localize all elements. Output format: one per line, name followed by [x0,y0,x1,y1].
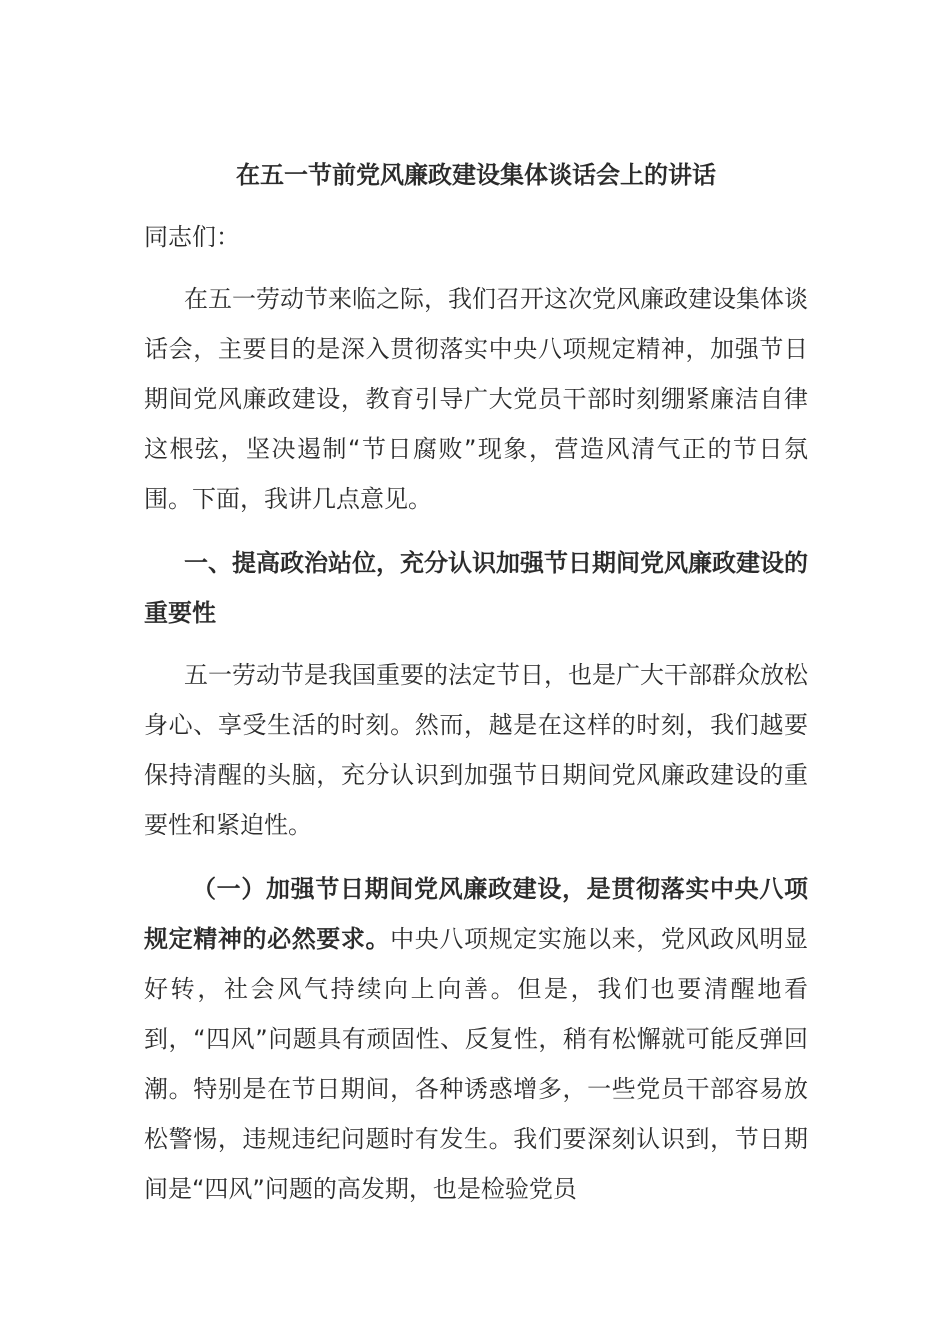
point-body: 中央八项规定实施以来，党风政风明显好转，社会风气持续向上向善。但是，我们也要清醒地看到，“四风”问题具有顽固性、反复性，稍有松懈就可能反弹回潮。特别是在节日期间，各种诱惑增多，一些党员干部容易放松警惕，违规违纪问题时有发生。我们要深刻认识到，节日期间是“四风”问题的高发期，也是检验党员 [144,925,809,1203]
point-paragraph-1 [144,864,808,1214]
section1-paragraph: 五一劳动节是我国重要的法定节日，也是广大干部群众放松身心、享受生活的时刻。然而，越是在这样的时刻，我们越要保持清醒的头脑，充分认识到加强节日期间党风廉政建设的重要性和紧迫性。 [144,661,808,839]
point-lead: （一）加强节日期间党风廉政建设，是贯彻落实中央八项规定精神的必然要求。 [144,875,808,953]
document-title: 在五一节前党风廉政建设集体谈话会上的讲话 [236,161,716,189]
document-page [144,150,808,1214]
section-heading-1: 一、提高政治站位，充分认识加强节日期间党风廉政建设的重要性 [144,549,808,627]
salutation: 同志们： [144,223,240,251]
intro-paragraph: 在五一劳动节来临之际，我们召开这次党风廉政建设集体谈话会，主要目的是深入贯彻落实中央八项规定精神，加强节日期间党风廉政建设，教育引导广大党员干部时刻绷紧廉洁自律这根弦，坚决遏制“节日腐败”现象，营造风清气正的节日氛围。下面，我讲几点意见。 [144,285,808,513]
